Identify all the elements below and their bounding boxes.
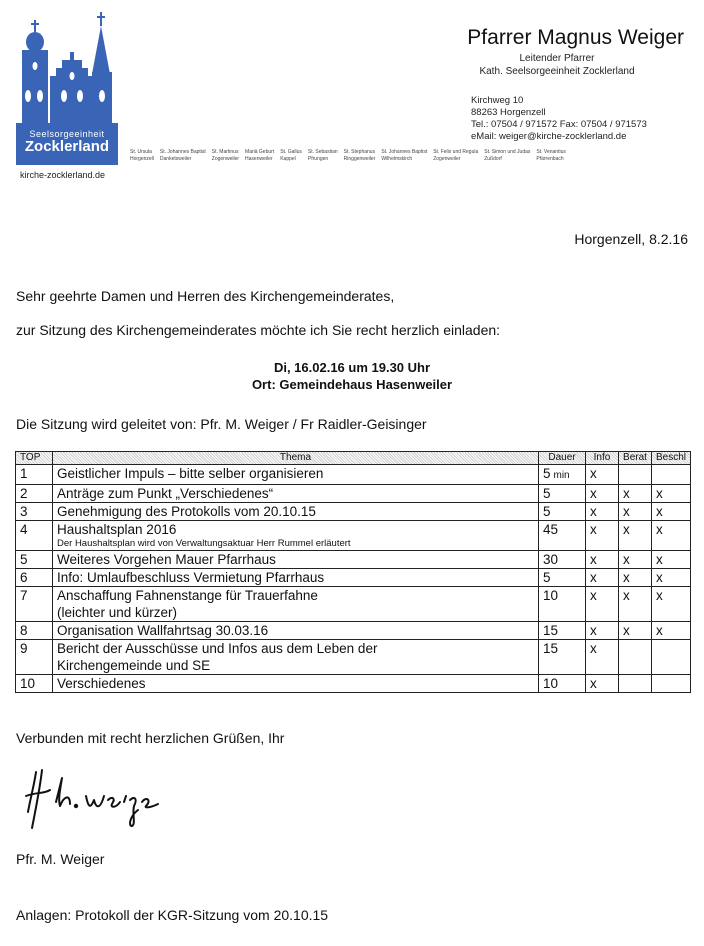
topic-title: Bericht der Ausschüsse und Infos aus dem Leben der xyxy=(57,641,378,656)
parish-place: Hasenweiler xyxy=(245,156,273,162)
berat-mark: x xyxy=(618,503,651,521)
parish-entry xyxy=(308,149,338,163)
topic-cell xyxy=(53,465,539,485)
duration-value: 15 xyxy=(542,623,559,638)
intro-text: zur Sitzung des Kirchengemeinderates möchte ich Sie recht herzlich einladen: xyxy=(16,322,501,338)
church-silhouette-icon xyxy=(16,12,118,124)
parish-saint: St. Simon und Judas xyxy=(484,149,531,155)
berat-mark: x xyxy=(618,551,651,569)
berat-mark xyxy=(618,465,651,485)
table-row xyxy=(16,503,691,521)
col-info: Info xyxy=(585,452,618,465)
col-top: TOP xyxy=(16,452,53,465)
topic-title: Geistlicher Impuls – bitte selber organisieren xyxy=(57,466,324,481)
top-number: 6 xyxy=(16,569,53,587)
beschl-mark: x xyxy=(651,622,690,640)
parish-place: Pfärrenbach xyxy=(536,156,564,162)
agenda-table xyxy=(15,451,691,693)
duration-cell xyxy=(538,640,585,675)
parish-saint: St. Gallus xyxy=(280,149,302,155)
berat-mark: x xyxy=(618,569,651,587)
parish-saint: St. Ursula xyxy=(130,149,152,155)
parish-place: Horgenzell xyxy=(130,156,154,162)
parish-entry xyxy=(344,149,376,163)
top-number: 10 xyxy=(16,675,53,693)
parish-logo xyxy=(16,12,118,124)
parish-list xyxy=(130,149,690,163)
info-mark: x xyxy=(585,675,618,693)
topic-cell xyxy=(53,675,539,693)
info-mark: x xyxy=(585,551,618,569)
parish-place: Kappel xyxy=(280,156,296,162)
duration-value: 5 xyxy=(542,570,551,585)
duration-value: 5 xyxy=(542,504,551,519)
info-mark: x xyxy=(585,521,618,551)
parish-entry xyxy=(433,149,478,163)
duration-value: 10 xyxy=(542,676,559,691)
address-email[interactable]: eMail: weiger@kirche-zocklerland.de xyxy=(471,131,627,142)
table-header-row xyxy=(16,452,691,465)
beschl-mark: x xyxy=(651,485,690,503)
parish-entry xyxy=(536,149,565,163)
parish-place: Wilhelmskirch xyxy=(381,156,413,162)
address-phone: Tel.: 07504 / 971572 Fax: 07504 / 971573 xyxy=(471,119,647,130)
parish-saint: St. Venantius xyxy=(536,149,566,155)
beschl-mark: x xyxy=(651,569,690,587)
parish-place: Zußdorf xyxy=(484,156,502,162)
topic-cell xyxy=(53,569,539,587)
info-mark: x xyxy=(585,485,618,503)
signature-name: Pfr. M. Weiger xyxy=(16,851,105,867)
top-number: 8 xyxy=(16,622,53,640)
parish-entry xyxy=(160,149,206,163)
col-beschl: Beschl xyxy=(651,452,690,465)
address-street: Kirchweg 10 xyxy=(471,95,524,106)
col-dauer: Dauer xyxy=(538,452,585,465)
parish-saint: St. Johannes Baptist xyxy=(159,149,206,155)
parish-saint: St. Johannes Baptist xyxy=(381,149,428,155)
parish-entry xyxy=(280,149,302,163)
parish-saint: St. Stephanus xyxy=(343,149,376,155)
logo-line1: Seelsorgeeinheit xyxy=(29,129,105,139)
berat-mark xyxy=(618,675,651,693)
parish-saint: St. Felix und Regula xyxy=(433,149,479,155)
info-mark: x xyxy=(585,587,618,622)
closing: Verbunden mit recht herzlichen Grüßen, Ihr xyxy=(16,730,285,746)
table-row xyxy=(16,521,691,551)
berat-mark xyxy=(618,640,651,675)
duration-value: 30 xyxy=(542,552,559,567)
parish-entry xyxy=(212,149,239,163)
parish-entry xyxy=(130,149,154,163)
address-city: 88263 Horgenzell xyxy=(471,107,546,118)
meeting-when: Di, 16.02.16 um 19.30 Uhr xyxy=(273,360,431,375)
topic-cell xyxy=(53,587,539,622)
parish-entry xyxy=(484,149,530,163)
topic-title: Verschiedenes xyxy=(57,676,146,691)
greeting: Sehr geehrte Damen und Herren des Kirchengemeinderates, xyxy=(16,288,395,304)
top-number: 5 xyxy=(16,551,53,569)
parish-place: Ringgenweiler xyxy=(343,156,376,162)
duration-cell xyxy=(538,675,585,693)
parish-place: Pfrungen xyxy=(307,156,329,162)
parish-saint: Mariä Geburt xyxy=(245,149,275,155)
info-mark: x xyxy=(585,622,618,640)
topic-title: Info: Umlaufbeschluss Vermietung Pfarrhaus xyxy=(57,570,325,585)
duration-cell xyxy=(538,521,585,551)
led-by: Die Sitzung wird geleitet von: Pfr. M. Weiger / Fr Raidler-Geisinger xyxy=(16,416,427,432)
info-mark: x xyxy=(585,465,618,485)
topic-title: Genehmigung des Protokolls vom 20.10.15 xyxy=(57,504,316,519)
topic-cell xyxy=(53,485,539,503)
beschl-mark: x xyxy=(651,503,690,521)
duration-value: 45 xyxy=(542,522,559,537)
parish-place: Zogenweiler xyxy=(211,156,240,162)
top-number: 9 xyxy=(16,640,53,675)
duration-value: 10 xyxy=(542,588,559,603)
sender-name: Pfarrer Magnus Weiger xyxy=(467,26,684,49)
duration-value: 15 xyxy=(542,641,559,656)
topic-title: Haushaltsplan 2016 xyxy=(57,522,177,537)
duration-cell xyxy=(538,503,585,521)
beschl-mark: x xyxy=(651,587,690,622)
duration-cell xyxy=(538,587,585,622)
topic-title: Weiteres Vorgehen Mauer Pfarrhaus xyxy=(57,552,276,567)
topic-cell xyxy=(53,640,539,675)
info-mark: x xyxy=(585,503,618,521)
beschl-mark xyxy=(651,465,690,485)
berat-mark: x xyxy=(618,587,651,622)
col-berat: Berat xyxy=(618,452,651,465)
berat-mark: x xyxy=(618,485,651,503)
top-number: 2 xyxy=(16,485,53,503)
meeting-where: Ort: Gemeindehaus Hasenweiler xyxy=(251,377,453,392)
table-row xyxy=(16,569,691,587)
berat-mark: x xyxy=(618,521,651,551)
duration-cell xyxy=(538,551,585,569)
logo-line2: Zocklerland xyxy=(24,138,110,155)
parish-saint: St. Martinus xyxy=(211,149,239,155)
duration-value: 5 xyxy=(542,466,551,481)
sender-unit: Kath. Seelsorgeeinheit Zocklerland xyxy=(479,66,635,77)
top-number: 7 xyxy=(16,587,53,622)
info-mark: x xyxy=(585,569,618,587)
topic-continuation: Kirchengemeinde und SE xyxy=(57,658,211,673)
topic-title: Anschaffung Fahnenstange für Trauerfahne xyxy=(57,588,318,603)
topic-continuation: (leichter und kürzer) xyxy=(57,605,178,620)
duration-value: 5 xyxy=(542,486,551,501)
duration-cell xyxy=(538,622,585,640)
top-number: 1 xyxy=(16,465,53,485)
logo-banner xyxy=(16,123,118,165)
table-row xyxy=(16,622,691,640)
parish-saint: St. Sebastian xyxy=(307,149,338,155)
table-row xyxy=(16,551,691,569)
table-row xyxy=(16,640,691,675)
duration-cell xyxy=(538,465,585,485)
parish-place: Zogenweiler xyxy=(433,156,461,162)
beschl-mark xyxy=(651,675,690,693)
berat-mark: x xyxy=(618,622,651,640)
col-thema: Thema xyxy=(53,452,539,465)
topic-cell xyxy=(53,503,539,521)
attachments: Anlagen: Protokoll der KGR-Sitzung vom 20.10.15 xyxy=(16,907,329,923)
table-row xyxy=(16,485,691,503)
beschl-mark: x xyxy=(651,551,690,569)
beschl-mark: x xyxy=(651,521,690,551)
duration-cell xyxy=(538,485,585,503)
table-row xyxy=(16,675,691,693)
topic-cell xyxy=(53,622,539,640)
website-url[interactable]: kirche-zocklerland.de xyxy=(20,170,106,180)
parish-entry xyxy=(245,149,274,163)
beschl-mark xyxy=(651,640,690,675)
topic-title: Anträge zum Punkt „Verschiedenes“ xyxy=(57,486,274,501)
top-number: 4 xyxy=(16,521,53,551)
parish-entry xyxy=(381,149,427,163)
info-mark: x xyxy=(585,640,618,675)
topic-cell xyxy=(53,521,539,551)
sender-role: Leitender Pfarrer xyxy=(519,53,595,64)
duration-cell xyxy=(538,569,585,587)
duration-unit: min xyxy=(553,470,570,481)
parish-place: Danketsweiler xyxy=(159,156,192,162)
top-number: 3 xyxy=(16,503,53,521)
topic-note: Der Haushaltsplan wird von Verwaltungsaktuar Herr Rummel erläutert xyxy=(57,538,351,549)
table-row xyxy=(16,587,691,622)
handwritten-signature xyxy=(22,766,172,837)
topic-title: Organisation Wallfahrtsag 30.03.16 xyxy=(57,623,269,638)
topic-cell xyxy=(53,551,539,569)
table-row xyxy=(16,465,691,485)
letter-date: Horgenzell, 8.2.16 xyxy=(574,231,688,247)
